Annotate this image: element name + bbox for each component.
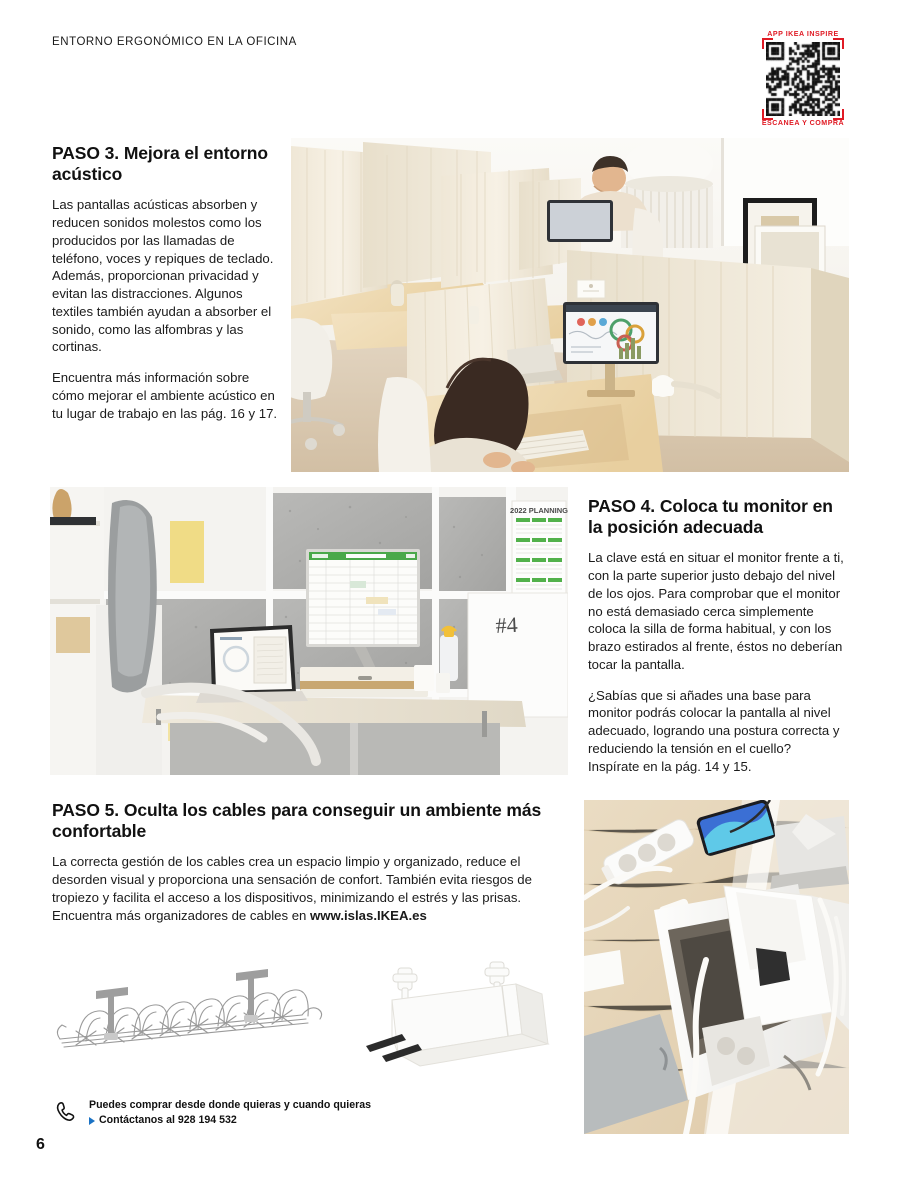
product-cable-tray (362, 960, 567, 1070)
page-number: 6 (36, 1136, 45, 1153)
qr-code-frame[interactable] (766, 42, 840, 116)
svg-text:#4: #4 (494, 611, 519, 638)
footer-line-2-row[interactable] (89, 1113, 371, 1128)
footer-contact (55, 1098, 371, 1129)
qr-code-icon[interactable] (766, 42, 840, 116)
step-5-text-column (52, 800, 570, 924)
qr-promo-block[interactable] (757, 30, 849, 127)
qr-corner-top-left-icon (762, 38, 773, 49)
step-5-paragraph-1 (52, 853, 570, 924)
product-cable-basket (52, 955, 342, 1070)
step-3-paragraph-1: Las pantallas acústicas absorben y reducen sonidos molestos como los producidos por las llamadas de teléfono, voces y repiques de teclado. Además, proporcionan privacidad y evitan las distracciones. Algunos textiles también ayudan a absorber el sonido, como las alfombras y las cortinas. (52, 197, 274, 355)
photo-desk-monitor-position (50, 487, 568, 775)
step-5-heading: PASO 5. Oculta los cables para conseguir un ambiente más confortable (52, 800, 542, 842)
footer-line-1: Puedes comprar desde donde quieras y cuando quieras (89, 1099, 371, 1111)
step-3-heading: PASO 3. Mejora el entorno acústico (52, 143, 268, 185)
qr-corner-bottom-right-icon (833, 109, 844, 120)
step-3-paragraph-2: Encuentra más información sobre cómo mejorar el ambiente acústico en tu lugar de trabajo en las pág. 16 y 17. (52, 370, 278, 421)
page-title: ENTORNO ERGONÓMICO EN LA OFICINA (52, 36, 297, 48)
photo-cable-management-box (584, 800, 849, 1134)
svg-text:2022 PLANNING: 2022 PLANNING (510, 506, 568, 515)
footer-phone-number[interactable]: Contáctanos al 928 194 532 (99, 1114, 237, 1127)
step-3-text-column (52, 143, 280, 422)
phone-icon (55, 1100, 77, 1126)
qr-caption-top: APP IKEA INSPIRE (767, 30, 839, 38)
qr-corner-bottom-left-icon (762, 109, 773, 120)
qr-caption-bottom: ESCANEA Y COMPRA (761, 118, 845, 127)
triangle-bullet-icon (89, 1117, 95, 1125)
photo-office-acoustic-screens (291, 138, 849, 472)
step-4-text-column (588, 496, 846, 775)
step-5-website-link[interactable]: www.islas.IKEA.es (310, 907, 427, 923)
step-4-heading: PASO 4. Coloca tu monitor en la posición adecuada (588, 496, 833, 538)
step-4-paragraph-1: La clave está en situar el monitor frente a ti, con la parte superior justo debajo del nivel de los ojos. Para comprobar que el monitor no está demasiado cerca simplemente coloca la silla de forma habitual, y con los brazo estirados al frente, éstos no deberían tocar la pantalla. (588, 550, 844, 672)
step-4-paragraph-2: ¿Sabías que si añades una base para monitor podrás colocar la pantalla al nivel adecuado, logrando una postura correcta y reduciendo la tensión en el cuello? Inspírate en la pág. 14 y 15. (588, 687, 840, 774)
step-5-paragraph-text: La correcta gestión de los cables crea un espacio limpio y organizado, reduce el desorden visual y proporciona una sensación de confort. También evita riesgos de tropiezo y facilita el acceso a los dispositivos, minimizando el estrés y las prisas. Encuentra más organizadores de cables en (52, 854, 532, 923)
qr-corner-top-right-icon (833, 38, 844, 49)
